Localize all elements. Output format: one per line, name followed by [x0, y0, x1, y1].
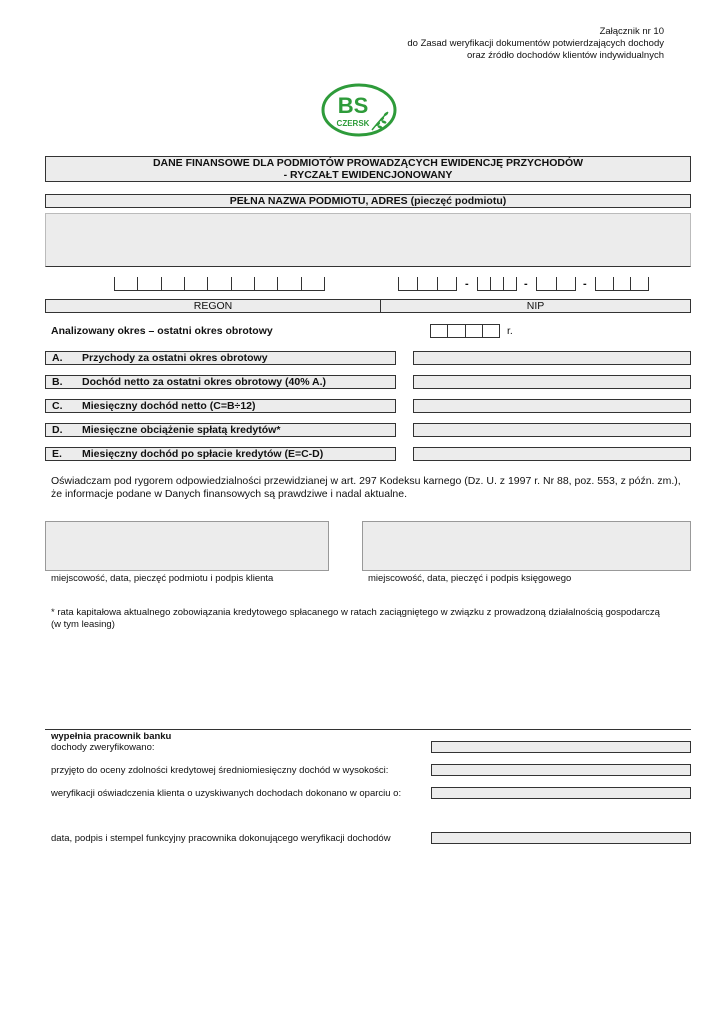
logo-bs-text: BS: [337, 93, 369, 118]
regon-input[interactable]: [114, 277, 325, 291]
row-text: Przychody za ostatni okres obrotowy: [82, 352, 268, 364]
footnote-line-1: * rata kapitałowa aktualnego zobowiązania kredytowego spłacanego w ratach zaciągniętego w związku z prowadzoną działalnością gospodarczą: [51, 607, 660, 618]
row-field-d[interactable]: [413, 423, 691, 437]
row-letter: B.: [52, 376, 63, 388]
client-signature-caption: miejscowość, data, pieczęć podmiotu i podpis klienta: [51, 573, 274, 584]
client-signature-field[interactable]: [45, 521, 329, 571]
declaration-text: [51, 475, 691, 501]
bank-verified-label: dochody zweryfikowano:: [51, 742, 155, 753]
bank-section-heading: wypełnia pracownik banku: [51, 731, 172, 742]
nip-input-part-3[interactable]: [536, 277, 576, 291]
period-year-suffix: r.: [507, 325, 513, 337]
period-year-input[interactable]: [430, 324, 500, 338]
nip-separator: -: [465, 278, 469, 290]
row-text: Miesięczne obciążenie spłatą kredytów*: [82, 424, 281, 436]
accountant-signature-caption: miejscowość, data, pieczęć i podpis księgowego: [368, 573, 572, 584]
row-label-b: [45, 375, 396, 389]
row-letter: D.: [52, 424, 63, 436]
row-field-a[interactable]: [413, 351, 691, 365]
row-text: Miesięczny dochód po spłacie kredytów (E=C-D): [82, 448, 324, 460]
row-text: Dochód netto za ostatni okres obrotowy (40% A.): [82, 376, 327, 388]
form-title-line-2: - RYCZAŁT EWIDENCJONOWANY: [283, 169, 453, 181]
nip-separator: -: [583, 278, 587, 290]
nip-input-part-4[interactable]: [595, 277, 649, 291]
nip-input-part-2[interactable]: [477, 277, 517, 291]
regon-label: REGON: [45, 299, 381, 313]
bank-employee-signature-field[interactable]: [431, 832, 691, 844]
row-label-d: [45, 423, 396, 437]
footnote-line-2: (w tym leasing): [51, 619, 115, 630]
form-title-line-1: DANE FINANSOWE DLA PODMIOTÓW PROWADZĄCYCH EWIDENCJĘ PRZYCHODÓW: [152, 157, 584, 169]
bank-section-divider: [45, 729, 691, 730]
annex-description-2: oraz źródło dochodów klientów indywidualnych: [467, 50, 664, 61]
row-field-c[interactable]: [413, 399, 691, 413]
row-text: Miesięczny dochód netto (C=B÷12): [82, 400, 256, 412]
bank-basis-label: weryfikacji oświadczenia klienta o uzyskiwanych dochodach dokonano w oparciu o:: [51, 788, 402, 799]
form-title: [45, 156, 691, 182]
declaration-line-1: Oświadczam pod rygorem odpowiedzialności przewidzianej w art. 297 Kodeksu karnego (Dz. U. z 1997 r. Nr 88, poz. 553, z późn. zm.),: [51, 475, 681, 487]
entity-name-address-field[interactable]: [45, 213, 691, 267]
logo-czersk-text: CZERSK: [336, 119, 370, 128]
accountant-signature-field[interactable]: [362, 521, 691, 571]
footnote: [51, 607, 691, 631]
bank-logo: [320, 82, 398, 138]
nip-input-part-1[interactable]: [398, 277, 457, 291]
bank-basis-field[interactable]: [431, 787, 691, 799]
nip-label: NIP: [380, 299, 691, 313]
row-letter: A.: [52, 352, 63, 364]
row-letter: C.: [52, 400, 63, 412]
row-field-e[interactable]: [413, 447, 691, 461]
annex-description-1: do Zasad weryfikacji dokumentów potwierdzających dochody: [407, 38, 664, 49]
bank-income-field[interactable]: [431, 764, 691, 776]
row-field-b[interactable]: [413, 375, 691, 389]
bank-employee-signature-label: data, podpis i stempel funkcyjny pracownika dokonującego weryfikacji dochodów: [51, 833, 391, 844]
declaration-line-2: że informacje podane w Danych finansowych są prawdziwe i nadal aktualne.: [51, 488, 408, 500]
annex-number: Załącznik nr 10: [599, 26, 664, 37]
bank-verified-field[interactable]: [431, 741, 691, 753]
row-label-e: [45, 447, 396, 461]
entity-section-header: PEŁNA NAZWA PODMIOTU, ADRES (pieczęć podmiotu): [45, 194, 691, 208]
row-letter: E.: [52, 448, 62, 460]
row-label-c: [45, 399, 396, 413]
period-label: Analizowany okres – ostatni okres obrotowy: [51, 325, 273, 337]
row-label-a: [45, 351, 396, 365]
bank-income-label: przyjęto do oceny zdolności kredytowej średniomiesięczny dochód w wysokości:: [51, 765, 389, 776]
nip-separator: -: [524, 278, 528, 290]
